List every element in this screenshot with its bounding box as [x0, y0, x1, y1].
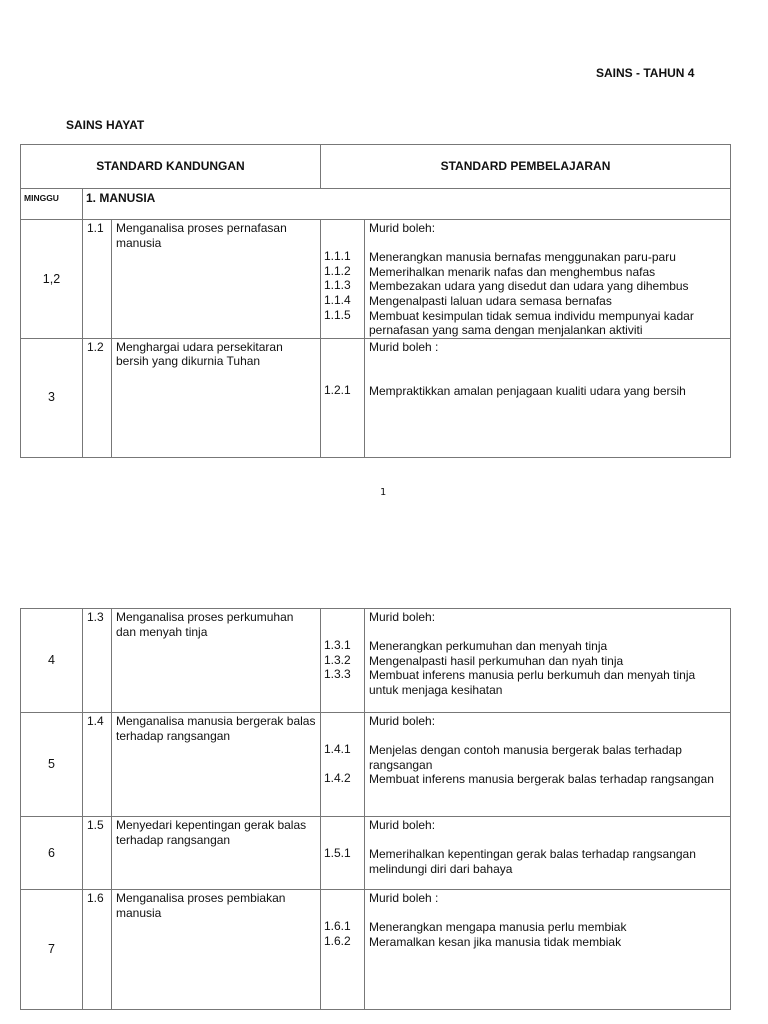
- table-row: [21, 338, 731, 457]
- sp-item: Memerihalkan menarik nafas dan menghembus nafas: [369, 264, 656, 279]
- week-cell: 5: [21, 713, 83, 817]
- sp-code: 1.4.1: [324, 742, 351, 757]
- topic-row: [21, 189, 731, 220]
- topic-cell: [83, 189, 731, 220]
- sp-text-cell: [365, 817, 731, 890]
- sp-code: 1.6.1: [324, 919, 351, 934]
- sp-text-cell: [365, 890, 731, 1010]
- syllabus-table-2: [20, 608, 731, 1010]
- sp-item: Menerangkan manusia bernafas menggunakan paru-paru: [369, 250, 676, 265]
- week-cell: 4: [21, 609, 83, 713]
- sp-intro: Murid boleh:: [369, 714, 436, 728]
- sp-item: Memerihalkan kepentingan gerak balas terhadap rangsangan melindungi diri dari bahaya: [369, 847, 696, 876]
- sk-text: Menganalisa proses pembiakan manusia: [112, 890, 321, 1010]
- sp-item: Mengenalpasti laluan udara semasa bernafas: [369, 293, 612, 308]
- sp-code-cell: [321, 220, 365, 339]
- sk-text: Menghargai udara persekitaran bersih yang dikurnia Tuhan: [112, 338, 321, 457]
- sk-text: Menganalisa proses perkumuhan dan menyah tinja: [112, 609, 321, 713]
- sp-intro: Murid boleh:: [369, 610, 436, 624]
- sp-code: 1.1.2: [324, 263, 351, 278]
- sp-code: 1.1.1: [324, 249, 351, 264]
- topic-title: 1. MANUSIA: [86, 191, 156, 205]
- sp-code: 1.2.1: [324, 382, 351, 397]
- sp-text-cell: [365, 609, 731, 713]
- column-header-standard-pembelajaran: STANDARD PEMBELAJARAN: [321, 145, 731, 189]
- sp-text-cell: [365, 713, 731, 817]
- sk-code: 1.3: [83, 609, 112, 713]
- sp-item: Membuat kesimpulan tidak semua individu mempunyai kadar pernafasan yang sama dengan menjalankan aktiviti: [369, 308, 694, 338]
- sk-text: Menganalisa proses pernafasan manusia: [112, 220, 321, 339]
- minggu-label: MINGGU: [24, 193, 59, 203]
- table-row: [21, 220, 731, 339]
- sp-code: 1.6.2: [324, 933, 351, 948]
- sp-code: 1.3.3: [324, 667, 351, 682]
- sk-text: Menganalisa manusia bergerak balas terhadap rangsangan: [112, 713, 321, 817]
- week-cell: 1,2: [21, 220, 83, 339]
- sp-item: Membuat inferens manusia bergerak balas terhadap rangsangan: [369, 772, 714, 787]
- week-cell: 6: [21, 817, 83, 890]
- week-cell: 7: [21, 890, 83, 1010]
- sp-code: 1.1.4: [324, 292, 351, 307]
- sp-code: 1.5.1: [324, 846, 351, 861]
- sk-code: 1.2: [83, 338, 112, 457]
- sk-code: 1.4: [83, 713, 112, 817]
- sp-item: Menerangkan perkumuhan dan menyah tinja: [369, 639, 608, 654]
- column-header-standard-kandungan: STANDARD KANDUNGAN: [21, 145, 321, 189]
- sp-code: 1.1.3: [324, 278, 351, 293]
- sp-code: 1.3.1: [324, 638, 351, 653]
- sp-intro: Murid boleh :: [369, 339, 439, 354]
- sp-item: Mengenalpasti hasil perkumuhan dan nyah tinja: [369, 653, 624, 668]
- sp-text-cell: [365, 220, 731, 339]
- document-subject-header: SAINS - TAHUN 4: [596, 66, 695, 80]
- table-header-row: [21, 145, 731, 189]
- page-number: 1: [380, 487, 387, 498]
- section-title: SAINS HAYAT: [66, 118, 145, 132]
- table-row: [21, 609, 731, 713]
- sp-code: 1.3.2: [324, 652, 351, 667]
- sk-code: 1.1: [83, 220, 112, 339]
- sp-intro: Murid boleh:: [369, 221, 436, 235]
- sp-code-cell: [321, 817, 365, 890]
- sp-intro: Murid boleh:: [369, 818, 436, 832]
- syllabus-table-1: [20, 144, 731, 458]
- sk-code: 1.6: [83, 890, 112, 1010]
- sp-item: Menjelas dengan contoh manusia bergerak balas terhadap rangsangan: [369, 743, 682, 772]
- sp-code-cell: [321, 713, 365, 817]
- table-row: [21, 713, 731, 817]
- table-row: [21, 817, 731, 890]
- sp-code: 1.4.2: [324, 771, 351, 786]
- sp-item: Mempraktikkan amalan penjagaan kualiti udara yang bersih: [369, 383, 686, 398]
- sp-code: 1.1.5: [324, 307, 351, 322]
- sp-item: Menerangkan mengapa manusia perlu membiak: [369, 920, 627, 935]
- sp-intro: Murid boleh :: [369, 891, 439, 905]
- minggu-label-cell: [21, 189, 83, 220]
- sp-item: Membezakan udara yang disedut dan udara yang dihembus: [369, 279, 689, 294]
- table-row: [21, 890, 731, 1010]
- sp-item: Meramalkan kesan jika manusia tidak membiak: [369, 934, 622, 949]
- sp-text-cell: [365, 338, 731, 457]
- sp-item: Membuat inferens manusia perlu berkumuh dan menyah tinja untuk menjaga kesihatan: [369, 668, 696, 697]
- sp-code-cell: [321, 609, 365, 713]
- week-cell: 3: [21, 338, 83, 457]
- sp-code-cell: [321, 338, 365, 457]
- sk-code: 1.5: [83, 817, 112, 890]
- sp-code-cell: [321, 890, 365, 1010]
- sk-text: Menyedari kepentingan gerak balas terhadap rangsangan: [112, 817, 321, 890]
